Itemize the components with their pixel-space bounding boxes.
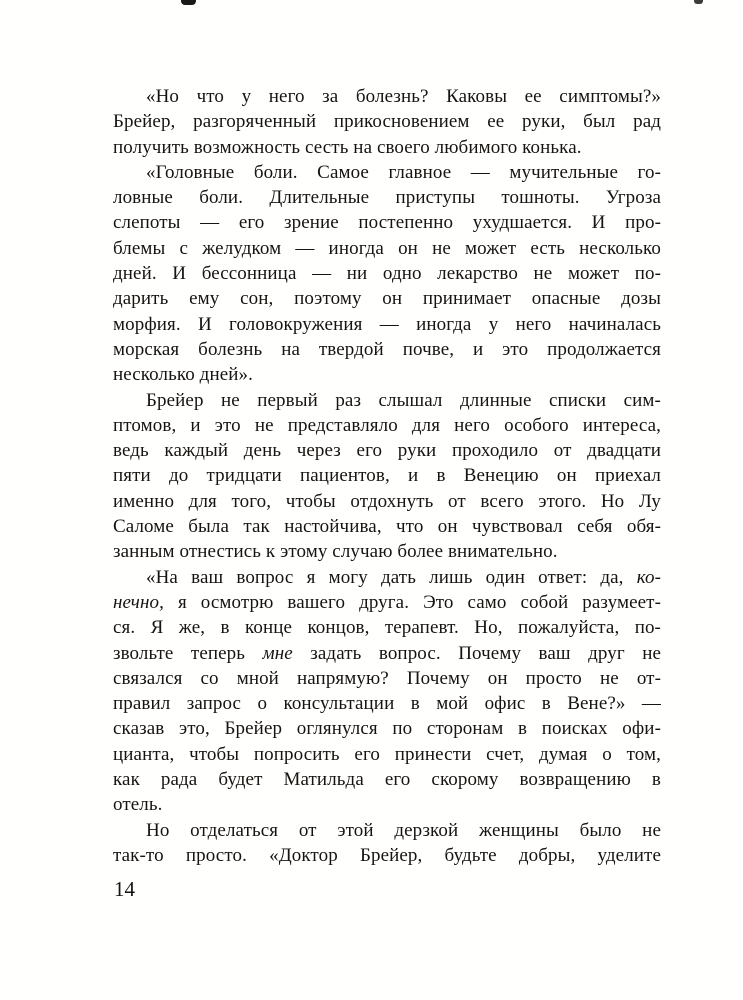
text-segment: «Но что у него за болезнь? Каковы ее симптомы?»	[146, 86, 661, 107]
text-line	[113, 615, 661, 640]
text-line	[113, 818, 661, 843]
text-segment: задать вопрос. Почему ваш друг не	[292, 642, 661, 664]
text-segment: дней. И бессонница — ни одно лекарство не может по-	[113, 263, 661, 285]
text-line	[113, 160, 661, 185]
text-segment: птомов, и это не представляло для него особого интереса,	[113, 414, 661, 436]
italic-text: ко-	[636, 566, 661, 588]
text-line	[113, 337, 661, 362]
text-line	[113, 742, 661, 767]
text-line	[113, 590, 661, 615]
text-segment: отель.	[113, 794, 163, 816]
paragraph	[113, 160, 661, 388]
text-segment: ся. Я же, в конце концов, терапевт. Но, пожалуйста, по-	[113, 617, 661, 639]
text-line	[113, 641, 661, 666]
text-segment: цианта, чтобы попросить его принести счет, думая о том,	[113, 743, 661, 765]
text-line	[113, 565, 661, 590]
text-line	[113, 767, 661, 792]
text-segment: ведь каждый день через его руки проходило от двадцати	[113, 440, 661, 462]
paragraph	[113, 818, 661, 869]
text-line	[113, 109, 661, 134]
text-segment: морская болезнь на твердой почве, и это продолжается	[113, 338, 661, 360]
text-segment: «Головные боли. Самое главное — мучительные го-	[146, 161, 661, 183]
text-line	[113, 438, 661, 463]
text-segment: морфия. И головокружения — иногда у него начиналась	[113, 313, 661, 335]
text-segment: Брейер не первый раз слышал длинные списки сим-	[146, 389, 661, 411]
paragraph	[113, 388, 661, 565]
text-line	[113, 135, 661, 160]
text-segment: дарить ему сон, поэтому он принимает опасные дозы	[113, 288, 661, 310]
text-segment: правил запрос о консультации в мой офис в Вене?» —	[113, 693, 661, 715]
text-segment: ловные боли. Длительные приступы тошноты. Угроза	[113, 187, 661, 209]
text-segment: пяти до тридцати пациентов, и в Венецию он приехал	[113, 465, 661, 487]
text-segment: я осмотрю вашего друга. Это само собой разумеет-	[163, 591, 661, 613]
text-segment: Но отделаться от этой дерзкой женщины было не	[146, 819, 661, 841]
text-line	[113, 185, 661, 210]
paragraph	[113, 565, 661, 818]
text-segment: «На ваш вопрос я могу дать лишь один ответ: да,	[146, 566, 637, 588]
text-segment: как рада будет Матильда его скорому возвращению в	[113, 769, 661, 791]
text-line	[113, 362, 661, 387]
text-line	[113, 84, 661, 109]
text-line	[113, 716, 661, 741]
page-text	[113, 84, 661, 868]
text-segment: Саломе была так настойчива, что он чувствовал себя обя-	[113, 516, 661, 538]
text-line	[113, 514, 661, 539]
text-line	[113, 489, 661, 514]
text-segment: так-то просто. «Доктор Брейер, будьте добры, уделите	[113, 844, 661, 866]
text-line	[113, 666, 661, 691]
italic-text: нечно,	[113, 591, 164, 613]
paragraph	[113, 84, 661, 160]
scan-artifact	[694, 0, 703, 4]
text-line	[113, 312, 661, 337]
text-line	[113, 413, 661, 438]
page-number: 14	[114, 877, 135, 901]
text-line	[113, 236, 661, 261]
text-segment: несколько дней».	[113, 364, 253, 386]
text-line	[113, 792, 661, 817]
text-segment: связался со мной напрямую? Почему он просто не от-	[113, 667, 661, 689]
text-line	[113, 388, 661, 413]
text-segment: сказав это, Брейер оглянулся по сторонам в поисках офи-	[113, 718, 661, 740]
text-segment: звольте теперь	[113, 642, 263, 664]
scan-artifact	[181, 0, 196, 5]
text-line	[113, 691, 661, 716]
text-segment: именно для того, чтобы отдохнуть от всего этого. Но Лу	[113, 490, 661, 512]
text-segment: занным отнестись к этому случаю более внимательно.	[113, 541, 558, 563]
text-segment: получить возможность сесть на своего любимого конька.	[113, 136, 582, 158]
text-line	[113, 261, 661, 286]
text-segment: блемы с желудком — иногда он не может есть несколько	[113, 237, 661, 259]
text-line	[113, 463, 661, 488]
italic-text: мне	[262, 642, 293, 664]
text-segment: Брейер, разгоряченный прикосновением ее руки, был рад	[113, 111, 661, 133]
text-line	[113, 843, 661, 868]
text-line	[113, 210, 661, 235]
text-line	[113, 539, 661, 564]
text-segment: слепоты — его зрение постепенно ухудшается. И про-	[113, 212, 661, 234]
text-line	[113, 286, 661, 311]
